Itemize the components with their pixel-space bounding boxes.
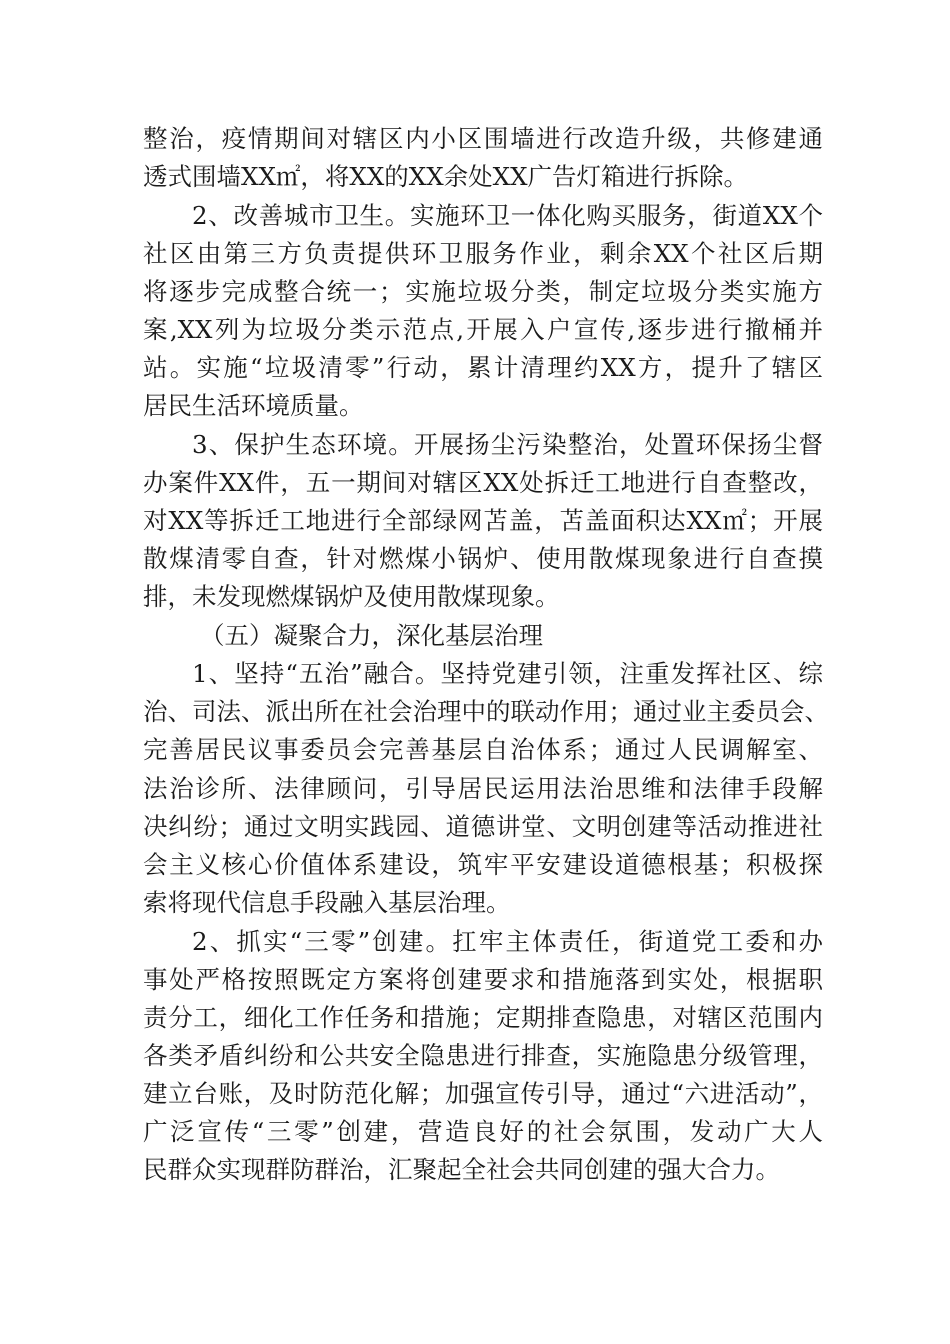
paragraph-5-1-first-line: 1、坚持“五治”融合。坚持党建引领，注重发挥社区、综 — [192, 659, 823, 688]
text-line: 透式围墙XX㎡，将XX的XX余处XX广告灯箱进行拆除。 — [143, 162, 749, 191]
text-line: 治、司法、派出所在社会治理中的联动作用；通过业主委员会、 — [143, 697, 829, 726]
paragraph-3-first-line: 3、保护生态环境。开展扬尘污染整治，处置环保扬尘督 — [192, 430, 823, 459]
text-line: 广泛宣传“三零”创建，营造良好的社会氛围，发动广大人 — [143, 1117, 823, 1146]
text-line: 社区由第三方负责提供环卫服务作业，剩余XX个社区后期 — [143, 239, 823, 268]
paragraph-5-2-first-line: 2、抓实“三零”创建。扛牢主体责任，街道党工委和办 — [192, 927, 823, 956]
text-line: 将逐步完成整合统一；实施垃圾分类，制定垃圾分类实施方 — [143, 277, 823, 306]
text-line: 站。实施“垃圾清零”行动，累计清理约XX方，提升了辖区 — [143, 353, 823, 382]
text-line: 整治，疫情期间对辖区内小区围墙进行改造升级，共修建通 — [143, 124, 823, 153]
text-line: 会主义核心价值体系建设，筑牢平安建设道德根基；积极探 — [143, 850, 823, 879]
text-line: 法治诊所、法律顾问，引导居民运用法治思维和法律手段解 — [143, 774, 823, 803]
text-line: 事处严格按照既定方案将创建要求和措施落到实处，根据职 — [143, 965, 823, 994]
text-line: 散煤清零自查，针对燃煤小锅炉、使用散煤现象进行自查摸 — [143, 544, 823, 573]
text-line: 民群众实现群防群治，汇聚起全社会共同创建的强大合力。 — [143, 1155, 780, 1184]
text-line: 居民生活环境质量。 — [143, 391, 364, 420]
paragraph-2-first-line: 2、改善城市卫生。实施环卫一体化购买服务，街道XX个 — [192, 201, 823, 230]
text-line: 责分工，细化工作任务和措施；定期排查隐患，对辖区范围内 — [143, 1003, 823, 1032]
text-line: 建立台账，及时防范化解；加强宣传引导，通过“六进活动”， — [143, 1079, 823, 1108]
text-line: 案,XX列为垃圾分类示范点,开展入户宣传,逐步进行撤桶并 — [143, 315, 823, 344]
text-line: 排，未发现燃煤锅炉及使用散煤现象。 — [143, 582, 560, 611]
text-line: 各类矛盾纠纷和公共安全隐患进行排查，实施隐患分级管理， — [143, 1041, 823, 1070]
text-line: 对XX等拆迁工地进行全部绿网苫盖，苫盖面积达XX㎡；开展 — [143, 506, 823, 535]
text-line: 完善居民议事委员会完善基层自治体系；通过人民调解室、 — [143, 735, 823, 764]
section-heading: （五）凝聚合力，深化基层治理 — [200, 621, 543, 650]
text-line: 办案件XX件，五一期间对辖区XX处拆迁工地进行自查整改， — [143, 468, 823, 497]
text-line: 索将现代信息手段融入基层治理。 — [143, 888, 511, 917]
text-line: 决纠纷；通过文明实践园、道德讲堂、文明创建等活动推进社 — [143, 812, 823, 841]
